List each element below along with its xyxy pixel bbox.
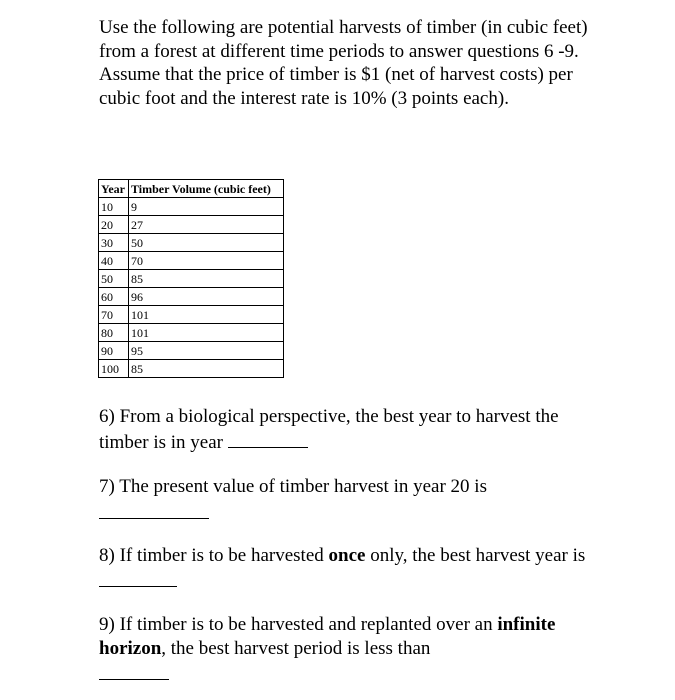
timber-volume-table xyxy=(98,179,284,378)
question-7-answer-blank[interactable] xyxy=(99,500,209,519)
volume-cell: 95 xyxy=(129,342,284,360)
table-row xyxy=(99,342,284,360)
table-row xyxy=(99,306,284,324)
question-9-text-before: 9) If timber is to be harvested and replanted over an xyxy=(99,614,498,635)
year-cell: 20 xyxy=(99,216,129,234)
volume-cell: 85 xyxy=(129,360,284,378)
question-6-text: 6) From a biological perspective, the best year to harvest the timber is in year xyxy=(99,406,559,453)
year-cell: 40 xyxy=(99,252,129,270)
header-timber-volume: Timber Volume (cubic feet) xyxy=(129,180,284,198)
table-row xyxy=(99,252,284,270)
question-9-emphasis: infinite horizon xyxy=(99,614,556,659)
volume-cell: 27 xyxy=(129,216,284,234)
question-7 xyxy=(99,475,599,499)
volume-cell: 101 xyxy=(129,324,284,342)
header-year: Year xyxy=(99,180,129,198)
volume-cell: 70 xyxy=(129,252,284,270)
table-row xyxy=(99,270,284,288)
table-row xyxy=(99,360,284,378)
volume-cell: 96 xyxy=(129,288,284,306)
intro-paragraph: Use the following are potential harvests of timber (in cubic feet) from a forest at different time periods to answer questions 6 -9. Assume that the price of timber is $1 (net of harvest costs) per cubic foot and the interest rate is 10% (3 points each). xyxy=(99,17,588,109)
question-8-answer-blank[interactable] xyxy=(99,568,177,587)
volume-cell: 85 xyxy=(129,270,284,288)
question-6-answer-blank[interactable] xyxy=(228,429,308,448)
table-row xyxy=(99,288,284,306)
year-cell: 90 xyxy=(99,342,129,360)
question-7-text: 7) The present value of timber harvest in year 20 is xyxy=(99,476,487,497)
year-cell: 70 xyxy=(99,306,129,324)
volume-cell: 101 xyxy=(129,306,284,324)
year-cell: 50 xyxy=(99,270,129,288)
year-cell: 10 xyxy=(99,198,129,216)
question-8-text-after: only, the best harvest year is xyxy=(365,545,586,566)
year-cell: 100 xyxy=(99,360,129,378)
question-8-emphasis: once xyxy=(328,545,366,566)
table-row xyxy=(99,234,284,252)
volume-cell: 50 xyxy=(129,234,284,252)
year-cell: 80 xyxy=(99,324,129,342)
volume-cell: 9 xyxy=(129,198,284,216)
table-row xyxy=(99,324,284,342)
year-cell: 30 xyxy=(99,234,129,252)
question-6 xyxy=(99,405,599,454)
question-8 xyxy=(99,544,599,593)
question-9-answer-blank[interactable] xyxy=(99,661,169,680)
question-9-text-after: , the best harvest period is less than xyxy=(161,637,431,659)
table-row xyxy=(99,198,284,216)
question-8-text-before: 8) If timber is to be harvested xyxy=(99,545,329,566)
table-header-row xyxy=(99,180,284,198)
table-row xyxy=(99,216,284,234)
question-9 xyxy=(99,613,599,660)
year-cell: 60 xyxy=(99,288,129,306)
